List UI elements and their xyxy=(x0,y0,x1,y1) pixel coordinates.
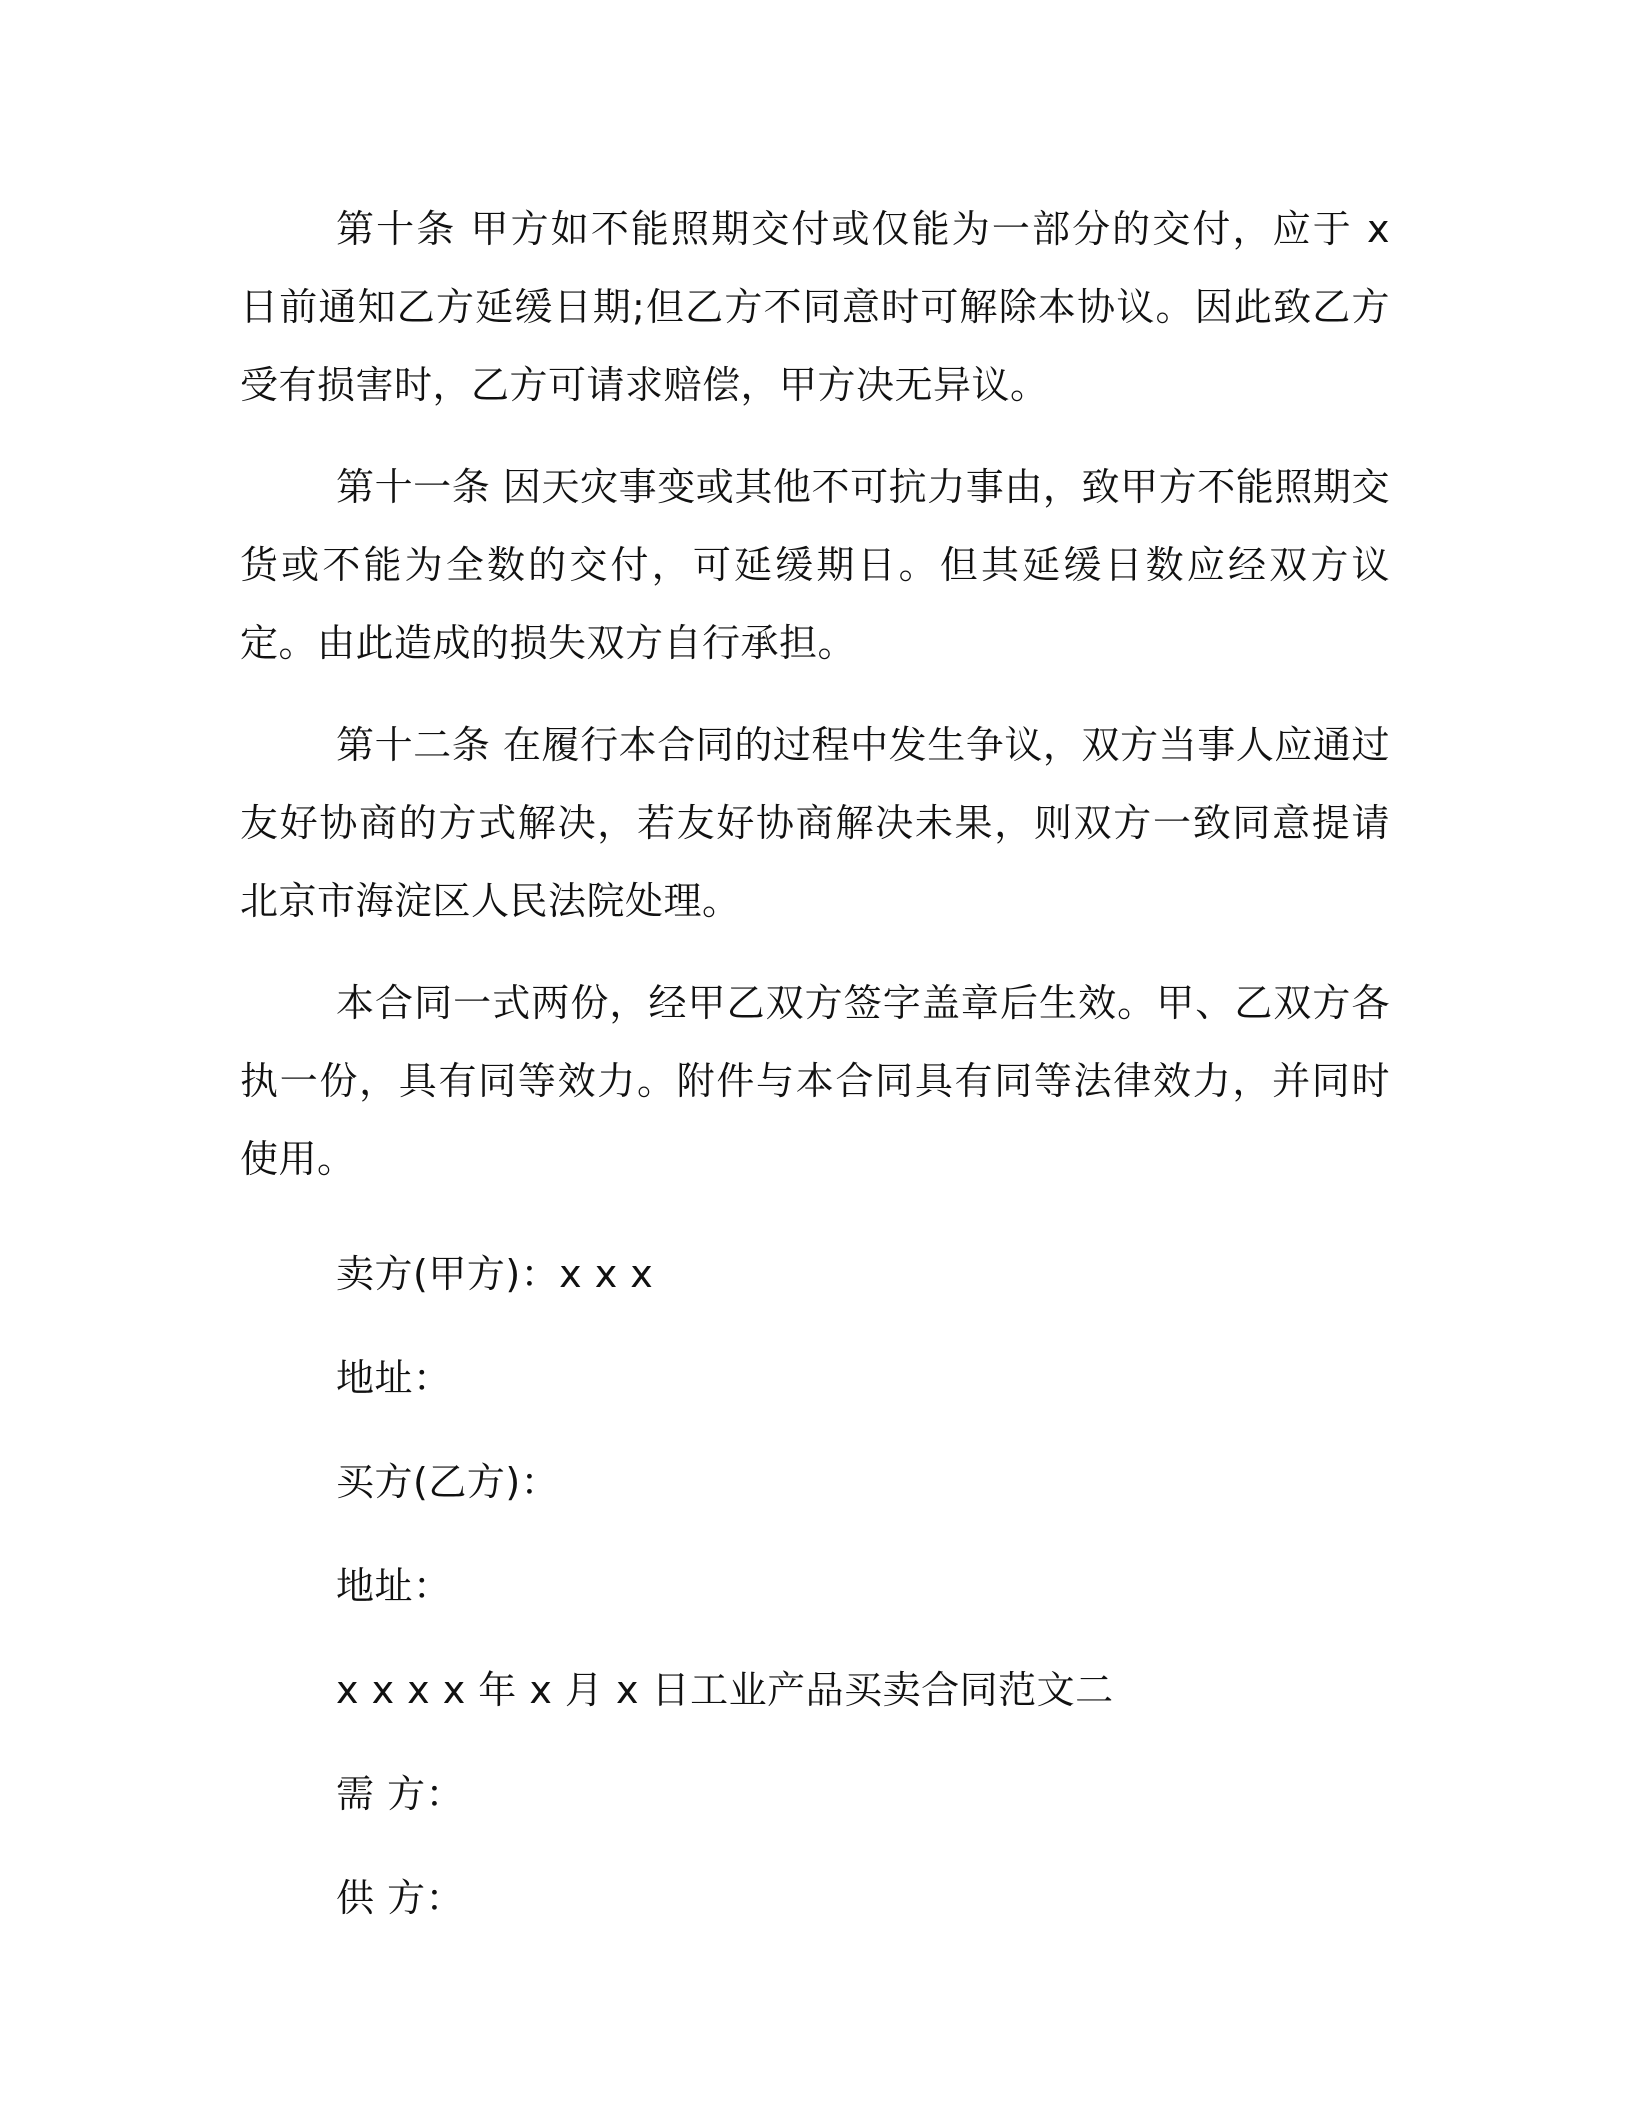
buyer-address-field: 地址： xyxy=(336,1564,452,1608)
article-12-paragraph: 第十二条 在履行本合同的过程中发生争议，双方当事人应通过友好协商的方式解决，若友好协商解决未果，则双方一致同意提请北京市海淀区人民法院处理。 xyxy=(240,723,1390,923)
article-10-paragraph: 第十条 甲方如不能照期交付或仅能为一部分的交付，应于 x 日前通知乙方延缓日期;但乙方不同意时可解除本协议。因此致乙方受有损害时，乙方可请求赔偿，甲方决无异议。 xyxy=(240,207,1390,407)
buyer-field: 买方(乙方)： xyxy=(336,1460,560,1504)
date-and-title-line: x x x x 年 x 月 x 日工业产品买卖合同范文二 xyxy=(336,1668,1114,1712)
copies-clause-paragraph: 本合同一式两份，经甲乙双方签字盖章后生效。甲、乙双方各执一份，具有同等效力。附件与本合同具有同等法律效力，并同时使用。 xyxy=(240,981,1390,1181)
supply-party-field: 供 方： xyxy=(336,1876,465,1920)
document-body xyxy=(240,190,1390,1950)
article-11-paragraph: 第十一条 因天灾事变或其他不可抗力事由，致甲方不能照期交货或不能为全数的交付，可延缓期日。但其延缓日数应经双方议定。由此造成的损失双方自行承担。 xyxy=(240,465,1390,665)
seller-field: 卖方(甲方)：x x x xyxy=(336,1252,654,1296)
seller-address-field: 地址： xyxy=(336,1356,452,1400)
demand-party-field: 需 方： xyxy=(336,1772,465,1816)
